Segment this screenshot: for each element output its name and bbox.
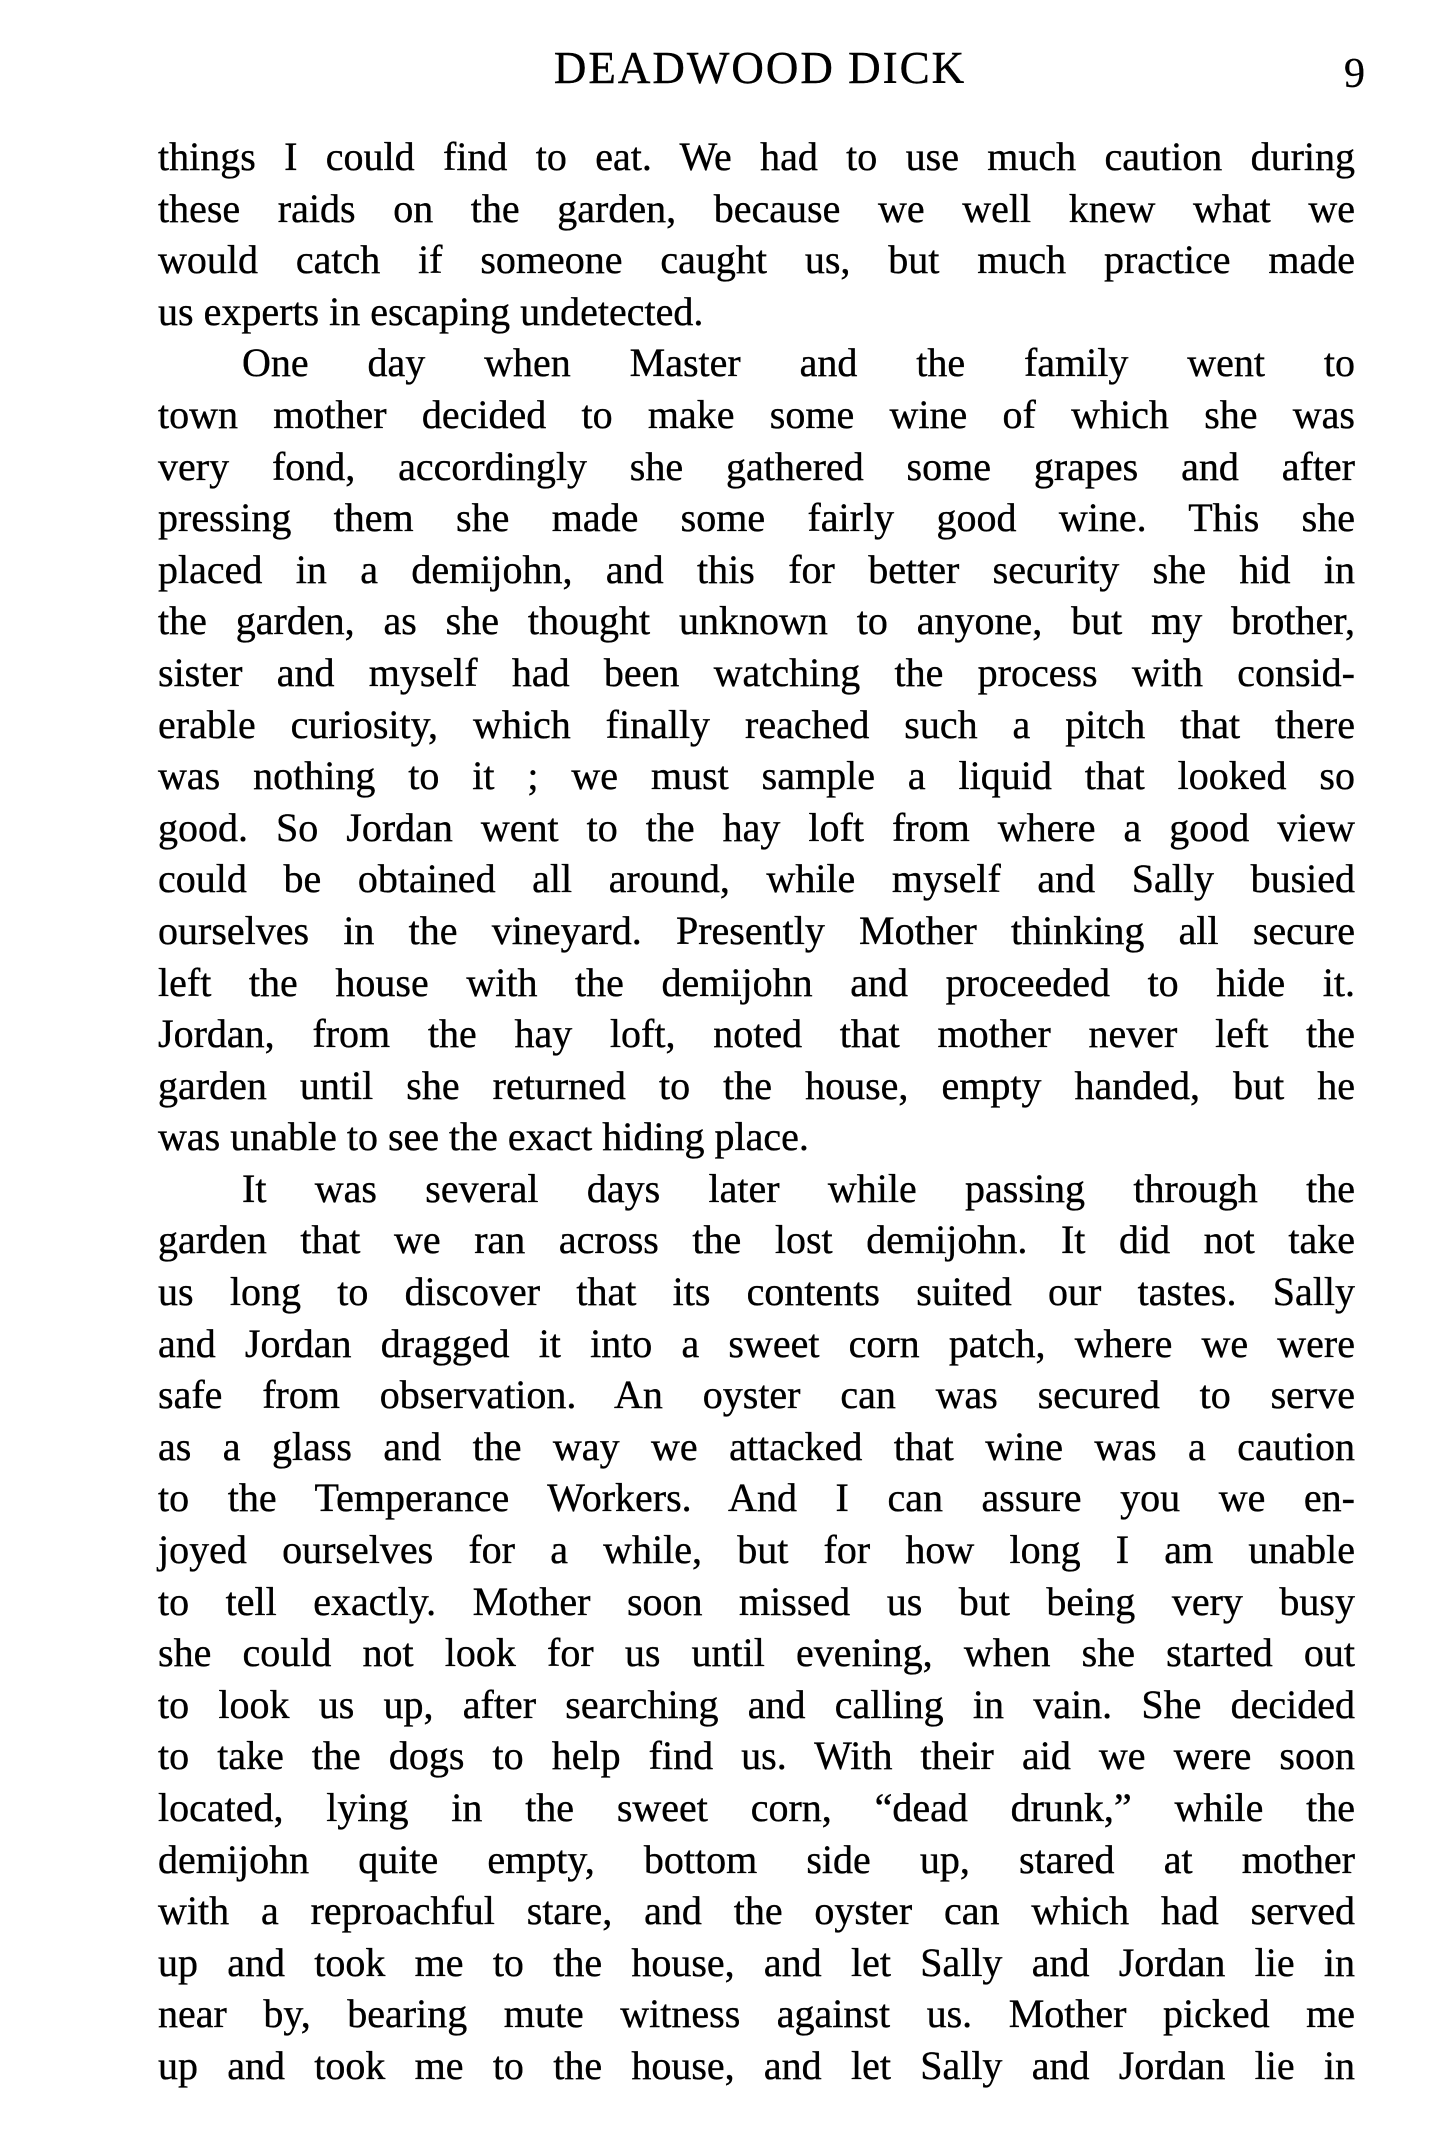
text-line: One day when Master and the family went to [242,340,1355,386]
text-line: Jordan, from the hay loft, noted that mother never left the [158,1011,1355,1057]
text-line: things I could find to eat. We had to use much caution during [158,134,1355,179]
page-number: 9 [1344,51,1365,97]
text-line: garden that we ran across the lost demijohn. It did not take [158,1217,1355,1263]
text-line: very fond, accordingly she gathered some grapes and after [158,443,1355,489]
text-line: garden until she returned to the house, empty handed, but he [158,1062,1355,1108]
text-line: placed in a demijohn, and this for better security she hid in [158,546,1355,592]
text-line: these raids on the garden, because we well knew what we [158,185,1355,231]
text-line: up and took me to the house, and let Sally and Jordan lie in [158,1939,1355,1985]
text-line: and Jordan dragged it into a sweet corn patch, where we were [158,1320,1355,1366]
text-line: with a reproachful stare, and the oyster can which had served [158,1888,1355,1934]
text-column [158,131,1355,2092]
text-line: could be obtained all around, while myself and Sally busied [158,856,1355,902]
paragraph [158,131,1355,337]
text-line: town mother decided to make some wine of which she was [158,391,1355,437]
text-line: us long to discover that its contents suited our tastes. Sally [158,1269,1355,1315]
text-line: ourselves in the vineyard. Presently Mother thinking all secure [158,907,1355,953]
text-line: left the house with the demijohn and proceeded to hide it. [158,959,1355,1005]
text-line: as a glass and the way we attacked that wine was a caution [158,1423,1355,1469]
text-line: to tell exactly. Mother soon missed us but being very busy [158,1578,1355,1624]
text-line: located, lying in the sweet corn, “dead drunk,” while the [158,1785,1355,1830]
paragraph [158,1163,1355,2092]
paragraph [158,337,1355,1163]
text-line: to the Temperance Workers. And I can assure you we en- [158,1475,1355,1521]
text-line: It was several days later while passing through the [242,1165,1355,1211]
text-line: safe from observation. An oyster can was secured to serve [158,1372,1355,1418]
text-line: would catch if someone caught us, but much practice made [158,237,1355,283]
text-line: to take the dogs to help find us. With their aid we were soon [158,1733,1355,1779]
text-line: the garden, as she thought unknown to anyone, but my brother, [158,598,1355,644]
text-line: near by, bearing mute witness against us. Mother picked me [158,1991,1355,2037]
text-line: was unable to see the exact hiding place. [158,1114,809,1160]
text-line: was nothing to it ; we must sample a liquid that looked so [158,753,1355,799]
text-line: up and took me to the house, and let Sally and Jordan lie in [158,2042,1355,2088]
text-line: us experts in escaping undetected. [158,288,704,334]
text-line: to look us up, after searching and calling in vain. She decided [158,1681,1355,1727]
text-line: pressing them she made some fairly good wine. This she [158,495,1355,541]
text-line: sister and myself had been watching the process with consid- [158,649,1355,695]
running-head-title: DEADWOOD DICK [553,43,967,93]
text-line: joyed ourselves for a while, but for how long I am unable [158,1527,1355,1573]
text-line: good. So Jordan went to the hay loft from where a good view [158,804,1355,850]
text-line: erable curiosity, which finally reached such a pitch that there [158,701,1355,747]
text-line: she could not look for us until evening, when she started out [158,1630,1355,1676]
text-line: demijohn quite empty, bottom side up, stared at mother [158,1836,1355,1882]
